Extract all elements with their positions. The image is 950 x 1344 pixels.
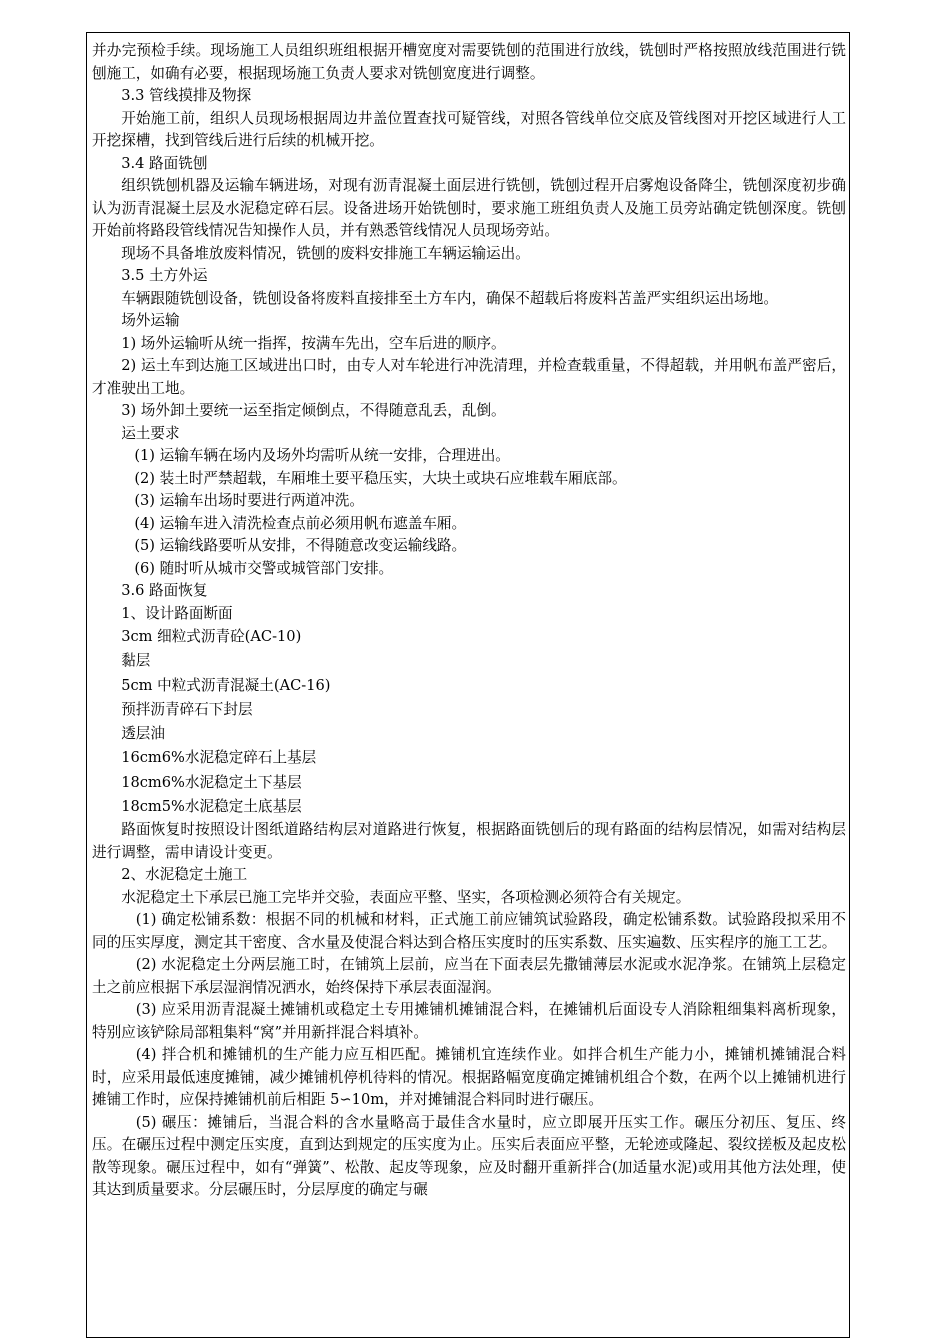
numbered-paragraph: (2) 水泥稳定土分两层施工时，在铺筑上层前，应当在下面表层先撒铺薄层水泥或水泥净浆。在铺筑上层稳定土之前应根据下承层湿润情况洒水，始终保持下承层表面湿润。	[92, 956, 846, 996]
paragraph: 并办完预检手续。现场施工人员组织班组根据开槽宽度对需要铣刨的范围进行放线，铣刨时严格按照放线范围进行铣刨施工，如确有必要，根据现场施工负责人要求对铣刨宽度进行调整。	[92, 42, 846, 82]
layer-spec-line: 16cm6%水泥稳定碎石上基层	[121, 749, 317, 767]
paragraph: 路面恢复时按照设计图纸道路结构层对道路进行恢复，根据路面铣刨后的现有路面的结构层情况，如需对结构层进行调整，需申请设计变更。	[92, 821, 846, 861]
section-heading: 3.5 土方外运	[121, 267, 208, 284]
list-item: (1) 运输车辆在场内及场外均需听从统一安排，合理进出。	[134, 447, 510, 464]
layer-spec-line: 18cm5%水泥稳定土底基层	[121, 798, 302, 816]
numbered-paragraph: (3) 应采用沥青混凝土摊铺机或稳定土专用摊铺机摊铺混合料，在摊铺机后面设专人消除粗细集料离析现象，特别应该铲除局部粗集料“窝”并用新拌混合料填补。	[92, 1001, 846, 1041]
layer-spec-line: 黏层	[121, 652, 151, 670]
list-item: (2) 装土时严禁超载，车厢堆土要平稳压实，大块土或块石应堆载车厢底部。	[134, 469, 627, 487]
paragraph: 组织铣刨机器及运输车辆进场，对现有沥青混凝土面层进行铣刨，铣刨过程开启雾炮设备降尘，铣刨深度初步确认为沥青混凝土层及水泥稳定碎石层。设备进场开始铣刨时，要求施工班组负责人及施工员旁站确定铣刨深度。铣刨开始前将路段管线情况告知操作人员，并有熟悉管线情况人员现场旁站。	[92, 177, 846, 239]
paragraph: 开始施工前，组织人员现场根据周边井盖位置查找可疑管线，对照各管线单位交底及管线图对开挖区域进行人工开挖探槽，找到管线后进行后续的机械开挖。	[92, 109, 846, 149]
paragraph: 车辆跟随铣刨设备，铣刨设备将废料直接排至土方车内，确保不超载后将废料苫盖严实组织运出场地。	[121, 289, 778, 307]
numbered-paragraph: (5) 碾压：摊铺后，当混合料的含水量略高于最佳含水量时，应立即展开压实工作。碾压分初压、复压、终压。在碾压过程中测定压实度，直到达到规定的压实度为止。压实后表面应平整，无轮迹或隆起、裂纹搓板及起皮松散等现象。碾压过程中，如有“弹簧”、松散、起皮等现象，应及时翻开重新拌合(加适量水泥)或用其他方法处理，使其达到质量要求。分层碾压时，分层厚度的确定与碾	[92, 1113, 846, 1199]
paragraph: 1) 场外运输听从统一指挥，按满车先出，空车后进的顺序。	[121, 334, 506, 352]
paragraph: 3) 场外卸土要统一运至指定倾倒点，不得随意乱丢，乱倒。	[121, 402, 506, 419]
list-item: (5) 运输线路要听从安排，不得随意改变运输线路。	[134, 537, 467, 554]
list-item: (4) 运输车进入清洗检查点前必须用帆布遮盖车厢。	[134, 514, 467, 532]
numbered-paragraph: (1) 确定松铺系数：根据不同的机械和材料，正式施工前应铺筑试验路段，确定松铺系数。试验路段拟采用不同的压实厚度，测定其干密度、含水量及使混合料达到合格压实度时的压实系数、压实遍数、压实程序的施工工艺。	[92, 911, 846, 951]
layer-spec-line: 3cm 细粒式沥青砼(AC-10)	[121, 628, 302, 645]
section-heading: 3.6 路面恢复	[121, 582, 208, 599]
section-heading: 2、水泥稳定土施工	[121, 866, 248, 884]
section-heading: 场外运输	[121, 312, 180, 329]
section-heading: 1、设计路面断面	[121, 604, 233, 622]
section-heading: 3.3 管线摸排及物探	[121, 87, 252, 104]
paragraph: 2) 运土车到达施工区域进出口时，由专人对车轮进行冲洗清理，并检查载重量，不得超载，并用帆布盖严密后，才准驶出工地。	[92, 357, 846, 397]
section-heading: 3.4 路面铣刨	[121, 154, 208, 172]
paragraph: 水泥稳定土下承层已施工完毕并交验，表面应平整、坚实，各项检测必须符合有关规定。	[121, 888, 691, 906]
list-item: (6) 随时听从城市交警或城管部门安排。	[134, 559, 394, 577]
paragraph: 现场不具备堆放废料情况，铣刨的废料安排施工车辆运输运出。	[121, 244, 530, 262]
numbered-paragraph: (4) 拌合机和摊铺机的生产能力应互相匹配。摊铺机宜连续作业。如拌合机生产能力小，摊铺机摊铺混合料时，应采用最低速度摊铺，减少摊铺机停机待料的情况。根据路幅宽度确定摊铺机组合个数，在两个以上摊铺机进行摊铺工作时，应保持摊铺机前后相距 5∽10m，并对摊铺混合料同时进行碾压。	[92, 1046, 846, 1109]
layer-spec-line: 预拌沥青碎石下封层	[121, 700, 253, 718]
document-body	[92, 40, 846, 1202]
section-heading: 运土要求	[121, 424, 180, 442]
layer-spec-line: 透层油	[121, 725, 165, 743]
list-item: (3) 运输车出场时要进行两道冲洗。	[134, 492, 364, 509]
layer-spec-line: 5cm 中粒式沥青混凝土(AC-16)	[121, 676, 331, 694]
layer-spec-line: 18cm6%水泥稳定土下基层	[121, 773, 302, 791]
